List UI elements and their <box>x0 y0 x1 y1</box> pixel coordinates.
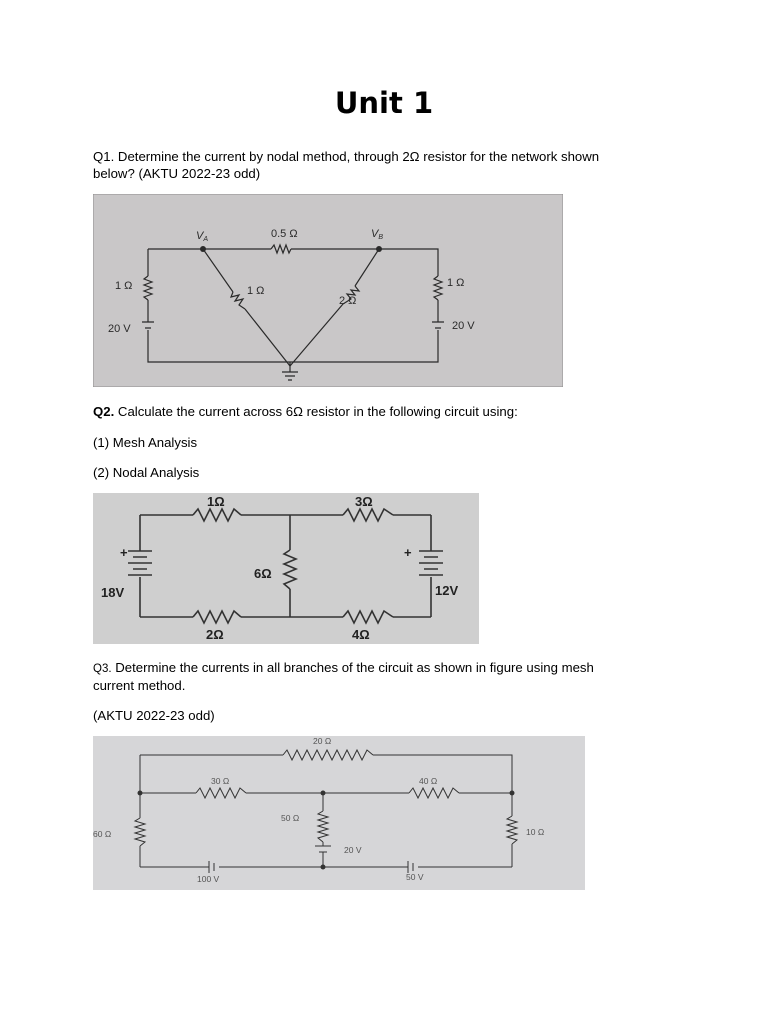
q2-label: Q2. <box>93 404 115 419</box>
fig2-label-v-right: 12V <box>435 583 459 598</box>
figure-q1-background <box>93 194 563 387</box>
q2-question: Calculate the current across 6Ω resistor in the following circuit using: <box>114 404 518 419</box>
fig2-label-r-bottom-right: 4Ω <box>352 627 370 642</box>
q2-item-mesh: (1) Mesh Analysis <box>93 435 198 450</box>
q2-text <box>93 403 518 420</box>
fig2-plus-right: + <box>404 545 412 560</box>
q1-text-line2: below? (AKTU 2022-23 odd) <box>93 166 261 181</box>
fig3-label-v-right: 50 V <box>406 872 424 882</box>
fig3-label-r-top: 20 Ω <box>313 736 332 746</box>
fig1-label-r-right: 1 Ω <box>447 277 465 289</box>
fig3-label-v-left: 100 V <box>197 874 220 884</box>
fig1-node-b <box>376 246 382 252</box>
fig1-label-v-left: 20 V <box>108 323 131 335</box>
fig3-label-r-middle: 50 Ω <box>281 813 300 823</box>
fig1-label-r-left: 1 Ω <box>115 280 133 292</box>
fig2-label-v-left: 18V <box>101 585 125 600</box>
fig1-node-a <box>200 246 206 252</box>
page-title: Unit 1 <box>334 86 434 120</box>
q3-question: Determine the currents in all branches of the circuit as shown in figure using mesh <box>111 660 594 675</box>
fig1-label-r-top: 0.5 Ω <box>271 228 298 240</box>
q1-text-line1: Q1. Determine the current by nodal method, through 2Ω resistor for the network shown <box>93 149 600 164</box>
q3-note: (AKTU 2022-23 odd) <box>93 708 215 723</box>
fig2-label-r-top-left: 1Ω <box>207 494 225 509</box>
fig1-label-r-diag-right: 2 Ω <box>339 295 357 307</box>
fig3-node-bottom <box>321 865 326 870</box>
figure-q1-circuit <box>93 194 563 387</box>
q3-text-line1 <box>93 659 594 678</box>
figure-q2-circuit <box>93 493 479 644</box>
fig2-label-r-top-right: 3Ω <box>355 494 373 509</box>
q3-label: Q3. <box>93 663 112 675</box>
fig3-node-middle <box>321 791 326 796</box>
fig1-label-v-right: 20 V <box>452 320 475 332</box>
fig3-node-right <box>510 791 515 796</box>
figure-q3-circuit <box>93 736 585 890</box>
fig2-label-r-middle: 6Ω <box>254 566 272 581</box>
fig3-label-r-right-upper: 40 Ω <box>419 776 438 786</box>
q2-item-nodal: (2) Nodal Analysis <box>93 465 200 480</box>
fig3-label-r-left: 60 Ω <box>93 829 112 839</box>
fig1-label-va: VA <box>196 230 209 243</box>
fig3-label-v-middle: 20 V <box>344 845 362 855</box>
fig2-label-r-bottom-left: 2Ω <box>206 627 224 642</box>
q3-text-line2: current method. <box>93 678 186 693</box>
fig1-label-r-diag-left: 1 Ω <box>247 285 265 297</box>
fig2-plus-left: + <box>120 545 128 560</box>
fig3-node-left <box>138 791 143 796</box>
fig3-label-r-right: 10 Ω <box>526 827 545 837</box>
fig3-label-r-left-upper: 30 Ω <box>211 776 230 786</box>
fig1-label-vb: VB <box>371 228 384 241</box>
